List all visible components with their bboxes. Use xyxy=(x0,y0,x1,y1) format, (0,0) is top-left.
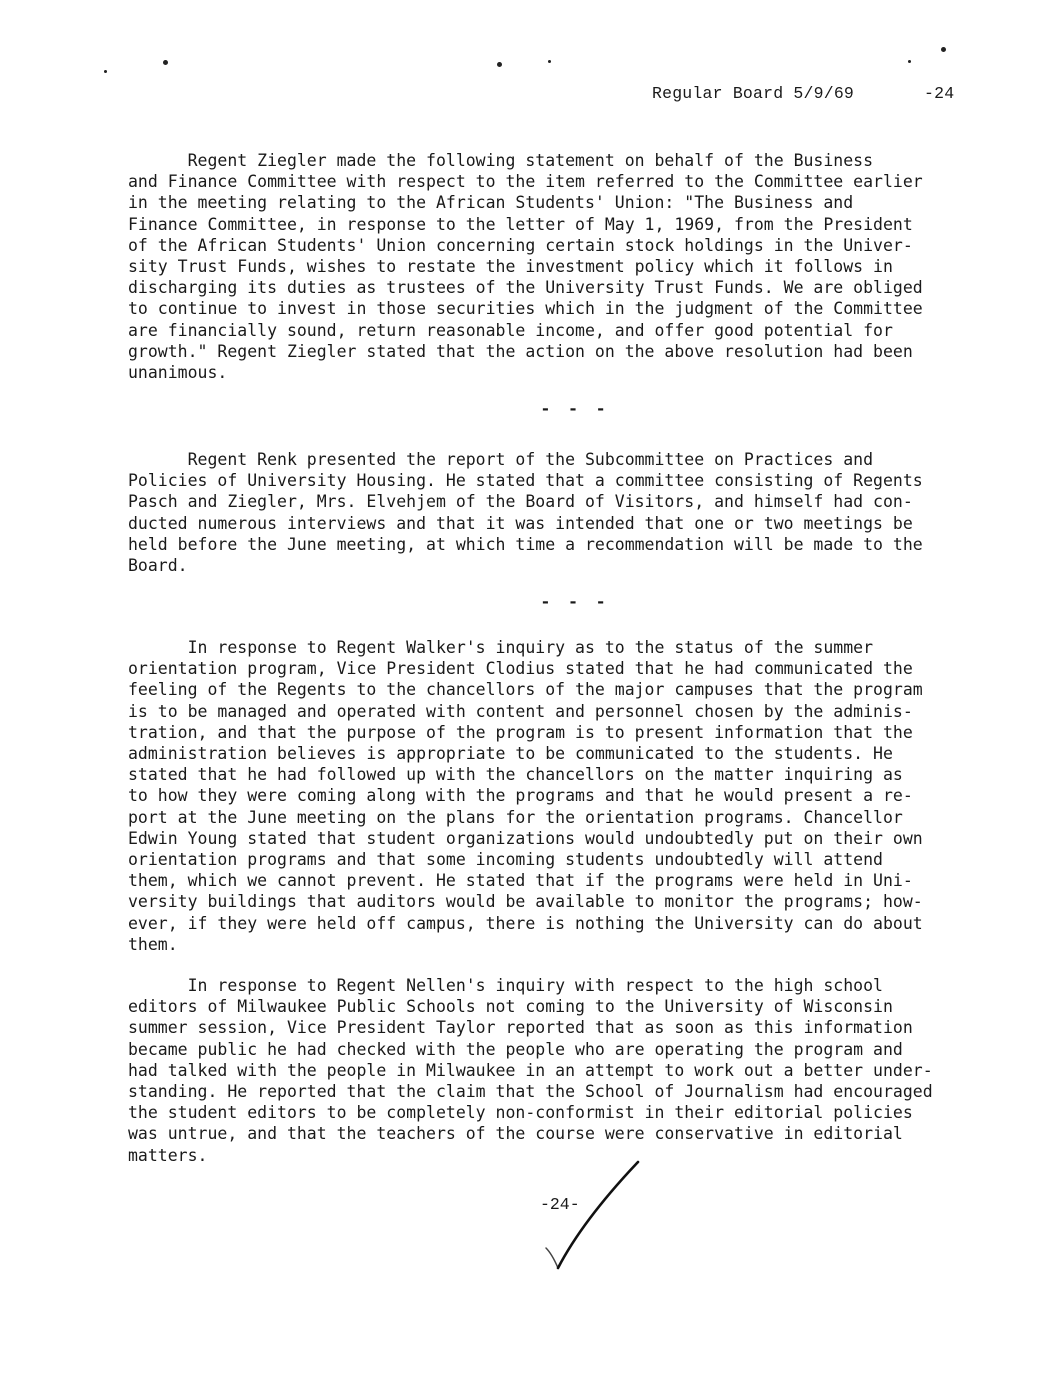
text-line: Finance Committee, in response to the letter of May 1, 1969, from the President xyxy=(128,214,913,234)
handwritten-check-mark xyxy=(538,1150,648,1280)
scan-speck xyxy=(163,60,168,65)
text-line: In response to Regent Walker's inquiry as to the status of the summer xyxy=(128,638,874,657)
text-line: versity buildings that auditors would be available to monitor the programs; how- xyxy=(128,892,923,912)
scan-speck xyxy=(548,60,551,63)
text-line: standing. He reported that the claim that the School of Journalism had encouraged xyxy=(128,1082,933,1102)
header-page-ref: -24 xyxy=(924,84,955,103)
text-line: in the meeting relating to the African Students' Union: "The Business and xyxy=(128,193,854,213)
text-line: sity Trust Funds, wishes to restate the investment policy which it follows in xyxy=(128,257,893,277)
page-header xyxy=(652,84,954,103)
paragraph-ziegler-statement xyxy=(128,150,988,383)
paragraph-renk-report xyxy=(128,449,988,576)
text-line: administration believes is appropriate to be communicated to the students. He xyxy=(128,744,893,764)
text-line: them. xyxy=(128,934,178,954)
text-line: became public he had checked with the people who are operating the program and xyxy=(128,1039,903,1059)
scan-speck xyxy=(497,62,502,67)
text-line: of the African Students' Union concerning certain stock holdings in the Univer- xyxy=(128,235,913,255)
text-line: held before the June meeting, at which time a recommendation will be made to the xyxy=(128,534,923,554)
text-line: are financially sound, return reasonable income, and offer good potential for xyxy=(128,320,893,340)
text-line: orientation programs and that some incoming students undoubtedly will attend xyxy=(128,850,883,870)
text-line: them, which we cannot prevent. He stated that if the programs were held in Uni- xyxy=(128,871,913,891)
text-line: port at the June meeting on the plans for the orientation programs. Chancellor xyxy=(128,807,903,827)
text-line: ever, if they were held off campus, there is nothing the University can do about xyxy=(128,913,923,933)
text-line: In response to Regent Nellen's inquiry with respect to the high school xyxy=(128,976,883,995)
scan-speck xyxy=(908,60,911,63)
text-line: editors of Milwaukee Public Schools not coming to the University of Wisconsin xyxy=(128,997,893,1017)
text-line: Pasch and Ziegler, Mrs. Elvehjem of the Board of Visitors, and himself had con- xyxy=(128,492,913,512)
text-line: discharging its duties as trustees of the University Trust Funds. We are obliged xyxy=(128,278,923,298)
text-line: Board. xyxy=(128,556,188,576)
paragraph-milwaukee-editors xyxy=(128,975,988,1166)
text-line: growth." Regent Ziegler stated that the action on the above resolution had been xyxy=(128,341,913,361)
text-line: was untrue, and that the teachers of the course were conservative in editorial xyxy=(128,1124,903,1144)
text-line: to how they were coming along with the programs and that he would present a re- xyxy=(128,786,913,806)
text-line: and Finance Committee with respect to the item referred to the Committee earlier xyxy=(128,172,923,192)
text-line: tration, and that the purpose of the program is to present information that the xyxy=(128,722,913,742)
text-line: Regent Renk presented the report of the Subcommittee on Practices and xyxy=(128,450,874,469)
text-line: ducted numerous interviews and that it was intended that one or two meetings be xyxy=(128,513,913,533)
text-line: Policies of University Housing. He stated that a committee consisting of Regents xyxy=(128,471,923,491)
text-line: is to be managed and operated with content and personnel chosen by the adminis- xyxy=(128,701,913,721)
text-line: had talked with the people in Milwaukee in an attempt to work out a better under- xyxy=(128,1060,933,1080)
text-line: unanimous. xyxy=(128,363,228,383)
scan-speck xyxy=(104,70,107,73)
text-line: stated that he had followed up with the chancellors on the matter inquiring as xyxy=(128,765,903,785)
text-line: matters. xyxy=(128,1145,208,1165)
section-separator: - - - xyxy=(540,593,610,613)
text-line: Regent Ziegler made the following statement on behalf of the Business xyxy=(128,151,874,170)
paragraph-orientation-program xyxy=(128,637,988,955)
footer-page-number: -24- xyxy=(540,1195,580,1214)
header-title: Regular Board 5/9/69 xyxy=(652,84,855,103)
scan-speck xyxy=(941,47,946,52)
text-line: feeling of the Regents to the chancellors of the major campuses that the program xyxy=(128,680,923,700)
text-line: orientation program, Vice President Clodius stated that he had communicated the xyxy=(128,659,913,679)
section-separator: - - - xyxy=(540,400,610,420)
text-line: summer session, Vice President Taylor reported that as soon as this information xyxy=(128,1018,913,1038)
text-line: to continue to invest in those securities which in the judgment of the Committee xyxy=(128,299,923,319)
text-line: the student editors to be completely non-conformist in their editorial policies xyxy=(128,1103,913,1123)
text-line: Edwin Young stated that student organizations would undoubtedly put on their own xyxy=(128,828,923,848)
